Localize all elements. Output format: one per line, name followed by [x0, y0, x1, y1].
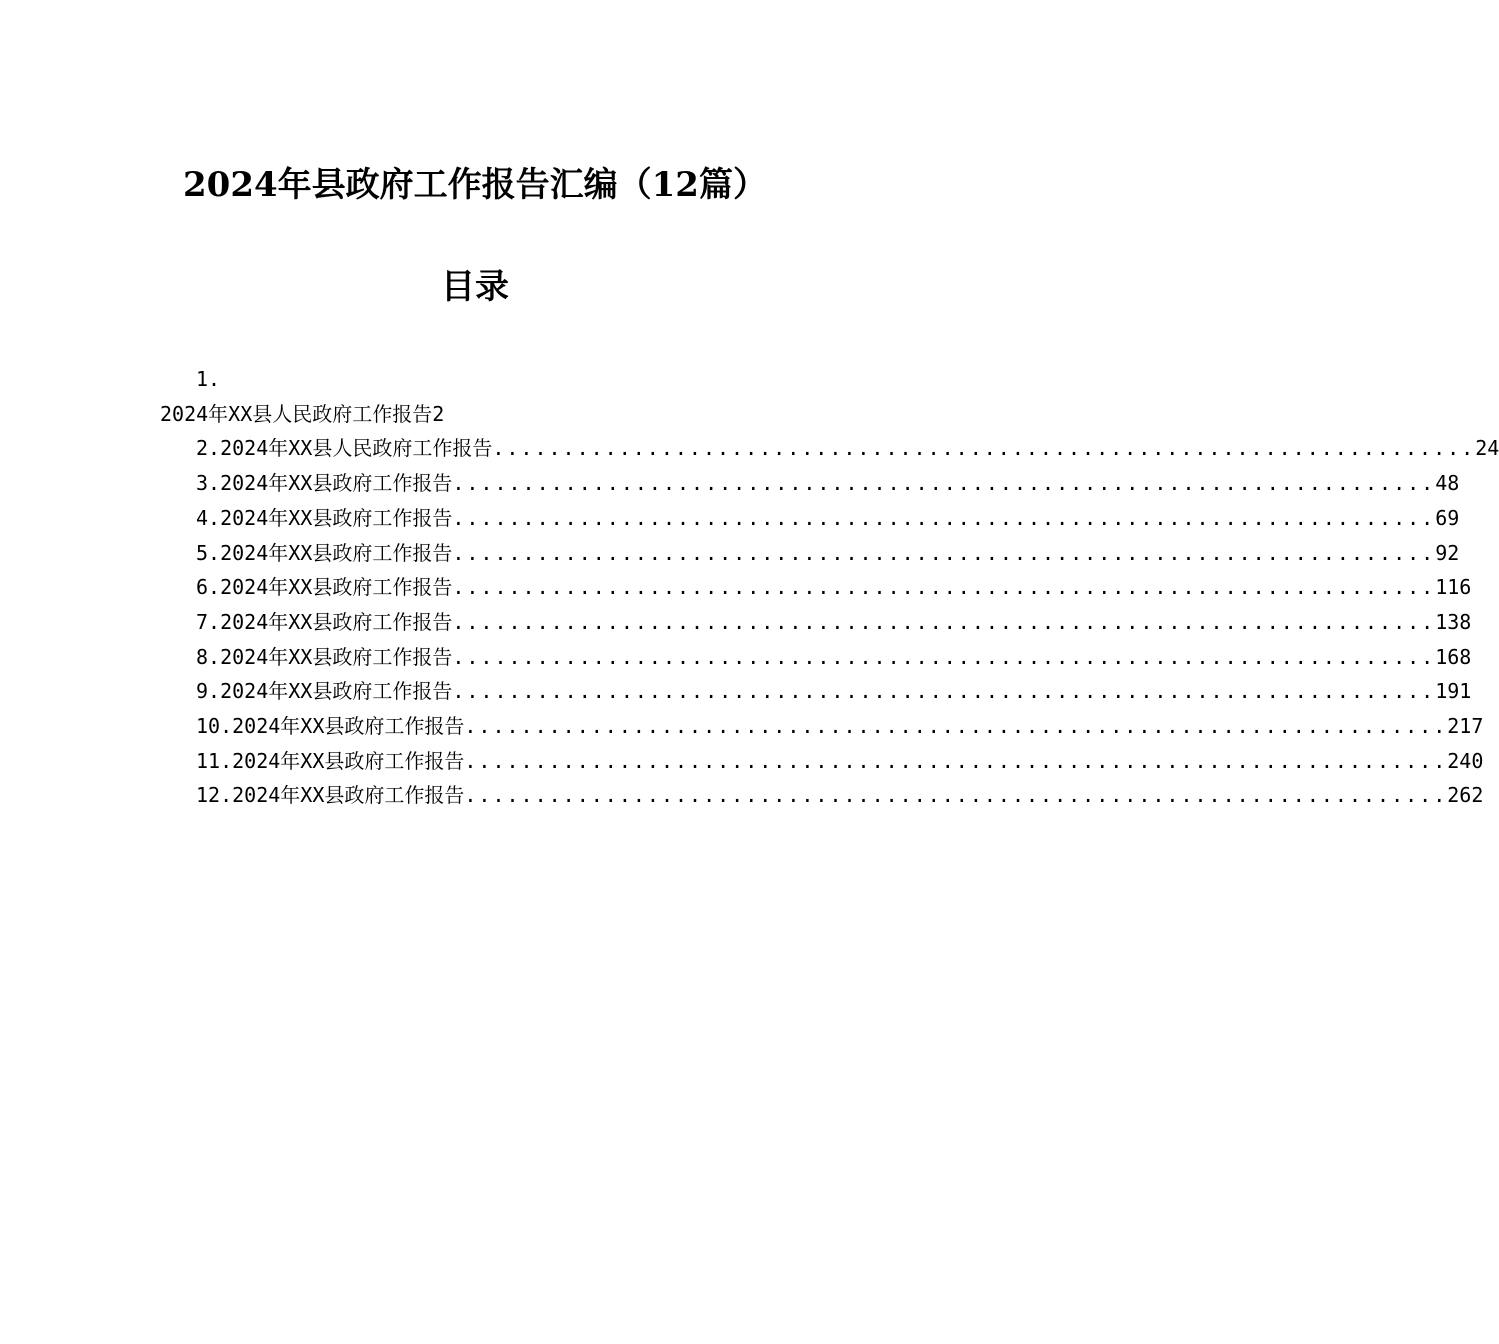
toc-dot-leader: ...................................................................... [452, 540, 1436, 565]
document-title: 2024年县政府工作报告汇编（12篇） [183, 165, 767, 205]
toc-entry-11[interactable] [160, 744, 1484, 779]
toc-entry-6[interactable] [160, 570, 1472, 605]
toc-entry-label: 6.2024年XX县政府工作报告 [196, 575, 453, 600]
toc-page-number: 116 [1435, 575, 1472, 600]
toc-page-number: 191 [1435, 679, 1472, 704]
toc-entry-8[interactable] [160, 640, 1472, 675]
toc-page-number: 240 [1447, 748, 1484, 773]
toc-entry-7[interactable] [160, 605, 1472, 640]
toc-entry-label: 7.2024年XX县政府工作报告 [196, 609, 453, 634]
toc-page-number: 138 [1435, 609, 1472, 634]
toc-page-number: 48 [1435, 471, 1460, 496]
toc-entry-4[interactable] [160, 501, 1460, 536]
toc-heading: 目录 [441, 267, 509, 307]
toc-entry-1-number[interactable]: 1. [196, 367, 221, 391]
toc-entry-1-title[interactable]: 2024年XX县人民政府工作报告2 [160, 401, 445, 426]
table-of-contents [160, 362, 1499, 813]
toc-dot-leader: ...................................................................... [464, 714, 1448, 739]
toc-entry-label: 5.2024年XX县政府工作报告 [196, 540, 453, 565]
toc-page-number: 69 [1435, 505, 1460, 530]
toc-entry-label: 2.2024年XX县人民政府工作报告 [196, 436, 493, 461]
toc-dot-leader: ...................................................................... [452, 575, 1436, 600]
toc-page-number: 262 [1447, 783, 1484, 808]
toc-dot-leader: ...................................................................... [452, 679, 1436, 704]
toc-entry-label: 12.2024年XX县政府工作报告 [196, 783, 465, 808]
toc-dot-leader: ...................................................................... [452, 505, 1436, 530]
toc-entry-label: 10.2024年XX县政府工作报告 [196, 714, 465, 739]
toc-page-number: 168 [1435, 644, 1472, 669]
toc-dot-leader: ...................................................................... [492, 436, 1476, 461]
toc-entry-label: 4.2024年XX县政府工作报告 [196, 505, 453, 530]
toc-page-number: 217 [1447, 714, 1484, 739]
toc-dot-leader: ...................................................................... [452, 609, 1436, 634]
toc-dot-leader: ...................................................................... [464, 783, 1448, 808]
toc-entry-3[interactable] [160, 466, 1460, 501]
toc-entry-10[interactable] [160, 709, 1484, 744]
toc-entry-9[interactable] [160, 674, 1472, 709]
toc-page-number: 24 [1475, 436, 1499, 461]
toc-page-number: 92 [1435, 540, 1460, 565]
toc-entry-2[interactable] [160, 431, 1499, 466]
toc-entry-label: 9.2024年XX县政府工作报告 [196, 679, 453, 704]
toc-entry-5[interactable] [160, 536, 1460, 571]
toc-dot-leader: ...................................................................... [452, 471, 1436, 496]
toc-dot-leader: ...................................................................... [452, 644, 1436, 669]
toc-entry-label: 11.2024年XX县政府工作报告 [196, 748, 465, 773]
toc-entry-label: 8.2024年XX县政府工作报告 [196, 644, 453, 669]
toc-dot-leader: ...................................................................... [464, 748, 1448, 773]
toc-entry-label: 3.2024年XX县政府工作报告 [196, 471, 453, 496]
toc-entry-12[interactable] [160, 778, 1484, 813]
